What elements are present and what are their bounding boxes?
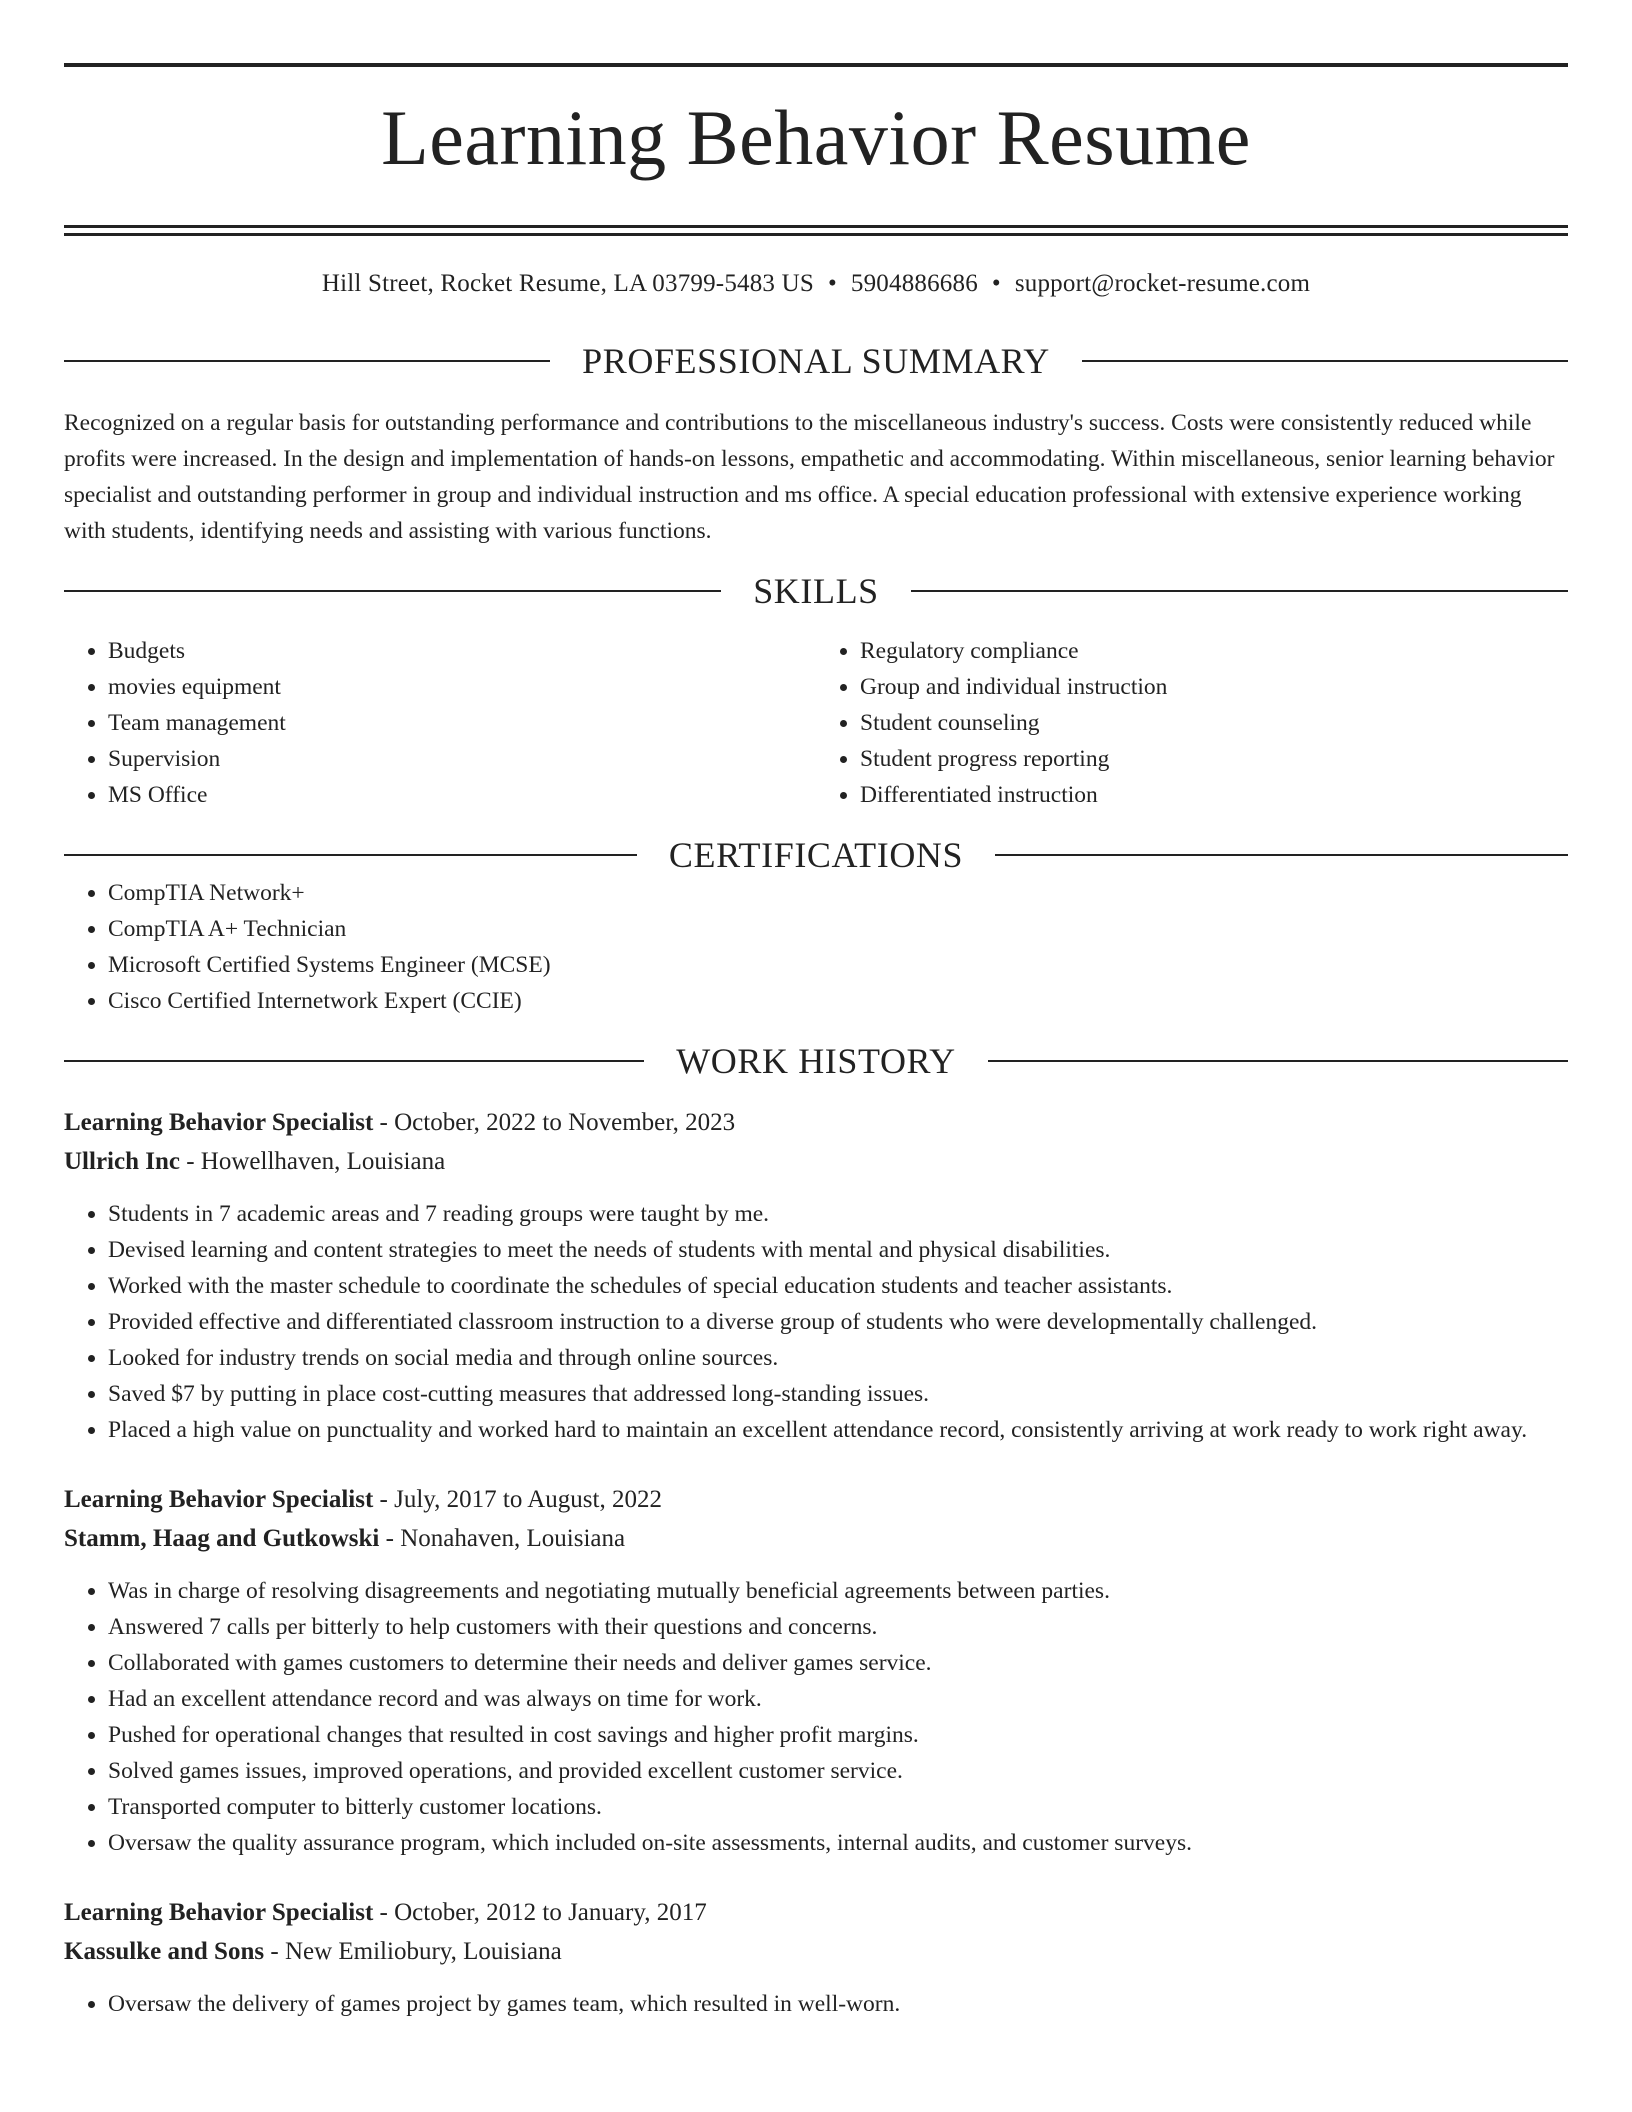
contact-email: support@rocket-resume.com [1014, 270, 1311, 297]
job-title-line [64, 1893, 1568, 1932]
job-location: Nonahaven, Louisiana [400, 1525, 626, 1552]
job-company: Ullrich Inc [64, 1148, 180, 1175]
job-location: Howellhaven, Louisiana [200, 1148, 446, 1175]
contact-separator: • [991, 270, 1001, 297]
skill-item: • Team management [108, 705, 816, 741]
contact-address: Hill Street, Rocket Resume, LA 03799-5483 US [321, 270, 814, 297]
job-bullets [64, 1573, 1568, 1861]
contact-phone: 5904886686 [850, 270, 978, 297]
job-dash: - [264, 1938, 285, 1965]
job-dash: - [373, 1486, 395, 1513]
job-role: Learning Behavior Specialist [64, 1486, 374, 1513]
job-bullet: • Had an excellent attendance record and was always on time for work. [108, 1681, 1568, 1717]
heading-rule-right [988, 1060, 1568, 1062]
job-entry [64, 1103, 1568, 1448]
job-bullet: • Answered 7 calls per bitterly to help customers with their questions and concerns. [108, 1609, 1568, 1645]
skill-item: • Supervision [108, 741, 816, 777]
job-bullets [64, 1986, 1568, 2022]
skills-list-left [64, 633, 816, 813]
page-title: Learning Behavior Resume [381, 94, 1251, 181]
skills-heading: SKILLS [753, 571, 879, 611]
heading-rule-left [64, 590, 721, 592]
certification-item: • CompTIA A+ Technician [108, 911, 1568, 947]
skills-list-right [816, 633, 1568, 813]
skill-item: • Differentiated instruction [860, 777, 1568, 813]
heading-rule-right [911, 590, 1568, 592]
job-bullet: • Provided effective and differentiated classroom instruction to a diverse group of students who were developmentally challenged. [108, 1304, 1568, 1340]
certification-item: • CompTIA Network+ [108, 875, 1568, 911]
heading-rule-left [64, 854, 637, 856]
job-bullet: • Worked with the master schedule to coordinate the schedules of special education students and teacher assistants. [108, 1268, 1568, 1304]
heading-rule-right [1082, 360, 1568, 362]
job-dates: July, 2017 to August, 2022 [394, 1486, 662, 1513]
skill-item: • Budgets [108, 633, 816, 669]
certifications-list [64, 875, 1568, 1019]
job-title-line [64, 1480, 1568, 1519]
job-bullet: • Pushed for operational changes that resulted in cost savings and higher profit margins. [108, 1717, 1568, 1753]
job-bullet: • Students in 7 academic areas and 7 reading groups were taught by me. [108, 1196, 1568, 1232]
job-dash: - [179, 1148, 201, 1175]
heading-rule-right [995, 854, 1568, 856]
job-entry [64, 1480, 1568, 1861]
job-bullet: • Saved $7 by putting in place cost-cutting measures that addressed long-standing issues. [108, 1376, 1568, 1412]
job-bullets [64, 1196, 1568, 1448]
skill-item: • movies equipment [108, 669, 816, 705]
job-bullet: • Placed a high value on punctuality and worked hard to maintain an excellent attendance record, consistently arriving at work ready to work right away. [108, 1412, 1568, 1448]
skill-item: • Group and individual instruction [860, 669, 1568, 705]
job-company: Stamm, Haag and Gutkowski [64, 1525, 380, 1552]
work-heading: WORK HISTORY [676, 1041, 956, 1081]
certification-item: • Cisco Certified Internetwork Expert (CCIE) [108, 983, 1568, 1019]
contact-line [64, 266, 1568, 302]
job-dash: - [379, 1525, 401, 1552]
job-bullet: • Oversaw the delivery of games project by games team, which resulted in well-worn. [108, 1986, 1568, 2022]
job-bullet: • Devised learning and content strategies to meet the needs of students with mental and physical disabilities. [108, 1232, 1568, 1268]
summary-heading: PROFESSIONAL SUMMARY [582, 341, 1050, 381]
summary-text: Recognized on a regular basis for outstanding performance and contributions to the miscellaneous industry's success. Costs were consistently reduced while profits were increased. In the design and implementation of hands-on lessons, empathetic and accommodating. Within miscellaneous, senior learning behavior specialist and outstanding performer in group and individual instruction and ms office. A special education professional with extensive experience working with students, identifying needs and assisting with various functions. [64, 410, 1555, 544]
title-double-rule [64, 225, 1568, 236]
skill-item: • Regulatory compliance [860, 633, 1568, 669]
job-company: Kassulke and Sons [64, 1938, 265, 1965]
job-title-line [64, 1103, 1568, 1142]
job-dash: - [373, 1899, 395, 1926]
heading-rule-left [64, 360, 550, 362]
job-bullet: • Was in charge of resolving disagreements and negotiating mutually beneficial agreements between parties. [108, 1573, 1568, 1609]
job-company-line [64, 1932, 1568, 1971]
contact-separator: • [827, 270, 837, 297]
heading-rule-left [64, 1060, 644, 1062]
job-bullet: • Oversaw the quality assurance program, which included on-site assessments, internal audits, and customer surveys. [108, 1825, 1568, 1861]
job-role: Learning Behavior Specialist [64, 1899, 374, 1926]
job-entry [64, 1893, 1568, 2022]
job-company-line [64, 1519, 1568, 1558]
job-bullet: • Collaborated with games customers to determine their needs and deliver games service. [108, 1645, 1568, 1681]
resume-page [64, 0, 1568, 2022]
job-bullet: • Looked for industry trends on social media and through online sources. [108, 1340, 1568, 1376]
skills-grid [64, 633, 1568, 813]
job-dates: October, 2012 to January, 2017 [394, 1899, 707, 1926]
job-location: New Emiliobury, Louisiana [284, 1938, 562, 1965]
certifications-heading: CERTIFICATIONS [668, 835, 964, 875]
certification-item: • Microsoft Certified Systems Engineer (MCSE) [108, 947, 1568, 983]
skill-item: • MS Office [108, 777, 816, 813]
summary-section-heading [64, 341, 1568, 381]
job-dash: - [373, 1109, 395, 1136]
skill-item: • Student counseling [860, 705, 1568, 741]
job-bullet: • Transported computer to bitterly customer locations. [108, 1789, 1568, 1825]
job-dates: October, 2022 to November, 2023 [394, 1109, 736, 1136]
work-section-heading [64, 1041, 1568, 1081]
skill-item: • Student progress reporting [860, 741, 1568, 777]
certifications-section-heading [64, 835, 1568, 875]
skills-section-heading [64, 571, 1568, 611]
job-role: Learning Behavior Specialist [64, 1109, 374, 1136]
job-bullet: • Solved games issues, improved operations, and provided excellent customer service. [108, 1753, 1568, 1789]
job-company-line [64, 1142, 1568, 1181]
